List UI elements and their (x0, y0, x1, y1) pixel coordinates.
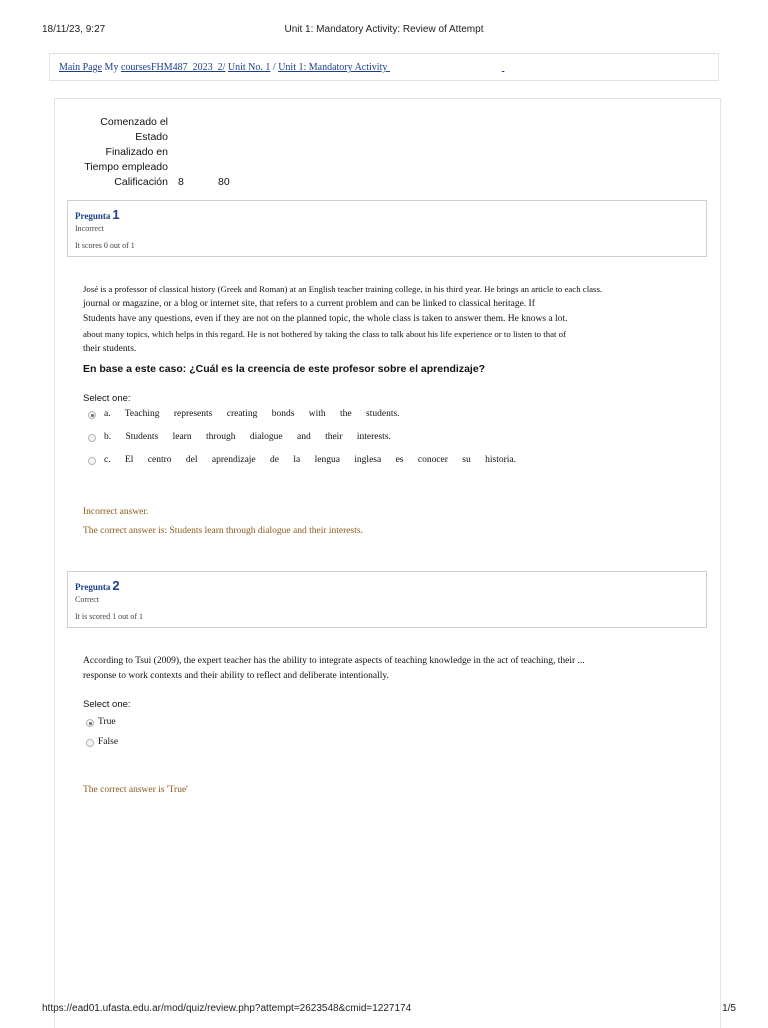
question-text-2 (83, 654, 623, 684)
breadcrumb-course[interactable]: coursesFHM487_2023_2/ (120, 62, 226, 73)
question-text-line: José is a professor of classical history (Greek and Roman) at an English teacher training college, in his third year. He brings an article to each class. (83, 284, 603, 294)
correct-answer-text: The correct answer is 'True' (83, 785, 188, 795)
breadcrumb-bar (49, 53, 719, 81)
breadcrumb-unit-no[interactable]: Unit No. 1 (227, 62, 271, 73)
radio-selected-icon[interactable] (86, 719, 94, 727)
correct-answer-text: The correct answer is: Students learn through dialogue and their interests. (83, 526, 363, 536)
question-text-line: According to Tsui (2009), the expert teacher has the ability to integrate aspects of teaching knowledge in the act of teaching, their ... (83, 656, 585, 666)
summary-grade-total: 80 (218, 176, 230, 188)
answer-option-text: c. El centro del aprendizaje de la lengua inglesa es conocer su historia. (104, 455, 516, 465)
summary-state-label: Estado (135, 131, 168, 143)
answer-option-text: False (98, 737, 119, 747)
question-text-1 (83, 282, 623, 357)
summary-time-label: Tiempo empleado (84, 161, 168, 173)
radio-icon[interactable] (88, 457, 96, 465)
print-page-number: 1/5 (722, 1003, 736, 1014)
question-number: 1 (112, 207, 120, 222)
print-datetime: 18/11/23, 9:27 (42, 24, 106, 35)
radio-icon[interactable] (86, 739, 94, 747)
question-number: 2 (112, 578, 120, 593)
print-title: Unit 1: Mandatory Activity: Review of Attempt (284, 24, 484, 35)
breadcrumb-link-spacer[interactable] (387, 62, 495, 73)
question-text-line: response to work contexts and their ability to reflect and deliberate intentionally. (83, 671, 389, 681)
question-label: Pregunta (75, 211, 111, 221)
question-state: Correct (75, 595, 99, 604)
question-label: Pregunta (75, 582, 111, 592)
breadcrumb-my: My (104, 62, 119, 73)
summary-row-time (0, 161, 168, 176)
question-text-line: their students. (83, 344, 137, 354)
summary-started-label: Comenzado el (100, 116, 168, 128)
answer-option-text: a. Teaching represents creating bonds with the students. (104, 409, 400, 419)
question-state: Incorrect (75, 224, 104, 233)
summary-row-started (0, 116, 168, 131)
question-text-line: Students have any questions, even if they are not on the planned topic, the whole class is taken to answer them. He knows a lot. (83, 314, 568, 324)
breadcrumb-unit-activity[interactable]: Unit 1: Mandatory Activity (278, 62, 388, 73)
select-one-label: Select one: (83, 393, 131, 404)
question-info-2 (67, 571, 707, 628)
summary-row-grade (0, 176, 168, 191)
question-prompt: En base a este caso: ¿Cuál es la creencia de este profesor sobre el aprendizaje? (83, 363, 486, 375)
summary-finished-label: Finalizado en (105, 146, 168, 158)
summary-grade-value: 8 (178, 176, 184, 188)
question-grade: It scores 0 out of 1 (75, 241, 135, 250)
question-info-1 (67, 200, 707, 257)
answer-option-text: True (98, 717, 116, 727)
breadcrumb-main-page[interactable]: Main Page (59, 62, 103, 73)
question-text-line: about many topics, which helps in this regard. He is not bothered by taking the class to talk about his life experience or to listen to that of (83, 329, 566, 339)
breadcrumb-separator: / (272, 62, 276, 73)
answer-option-text: b. Students learn through dialogue and their interests. (104, 432, 391, 442)
feedback-text: Incorrect answer. (83, 507, 149, 517)
summary-row-finished (0, 146, 168, 161)
question-grade: It is scored 1 out of 1 (75, 612, 143, 621)
select-one-label: Select one: (83, 699, 131, 710)
print-url: https://ead01.ufasta.edu.ar/mod/quiz/review.php?attempt=2623548&cmid=1227174 (42, 1003, 412, 1014)
summary-row-state (0, 131, 168, 146)
breadcrumb (59, 62, 528, 73)
breadcrumb-link-short[interactable] (502, 62, 528, 73)
radio-selected-icon[interactable] (88, 411, 96, 419)
question-text-line: journal or magazine, or a blog or internet site, that refers to a current problem and can be linked to classical heritage. If (83, 299, 535, 309)
radio-icon[interactable] (88, 434, 96, 442)
summary-grade-label: Calificación (114, 176, 168, 188)
